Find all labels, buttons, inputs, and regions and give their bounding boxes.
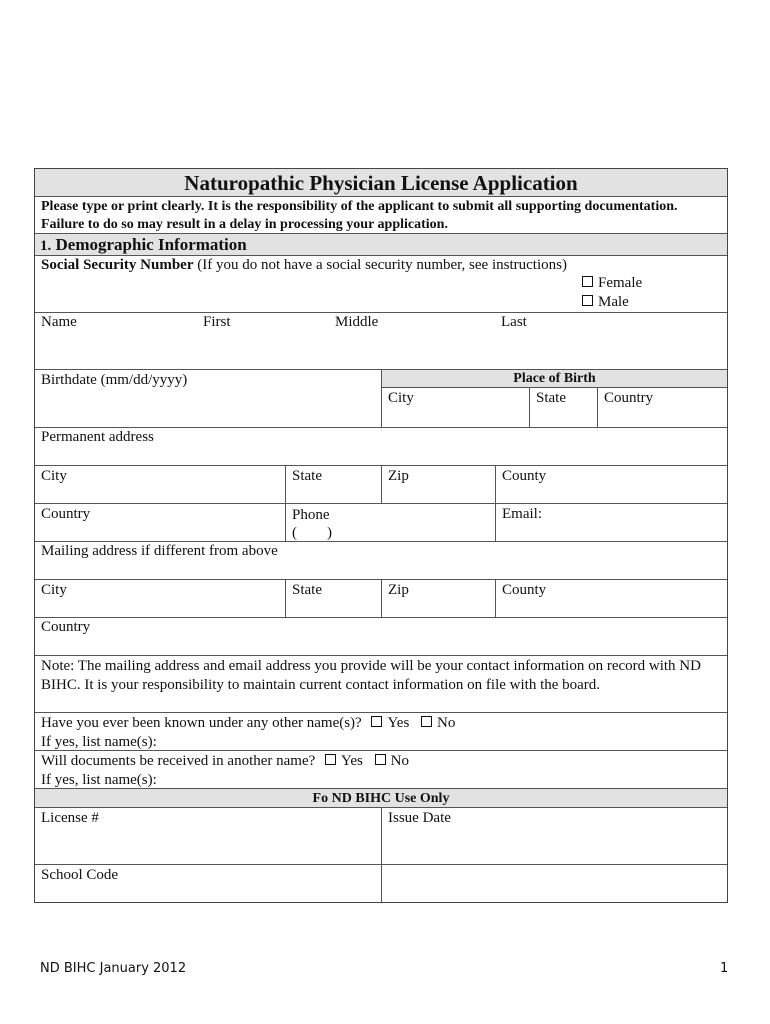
birth-city-label: City — [388, 390, 414, 406]
female-option[interactable] — [582, 275, 642, 292]
documents-yes[interactable] — [325, 753, 363, 769]
state-label-2: State — [292, 582, 322, 598]
other-names-list-label: If yes, list name(s): — [41, 734, 157, 750]
email-field[interactable] — [495, 504, 727, 541]
first-name-label: First — [203, 314, 231, 330]
ssn-label: Social Security Number — [41, 257, 194, 273]
documents-yes-checkbox[interactable] — [325, 754, 336, 765]
city-field-2[interactable] — [35, 580, 285, 617]
birthdate-label: Birthdate (mm/dd/yyyy) — [41, 372, 188, 388]
documents-yes-label: Yes — [341, 753, 363, 769]
school-code-value[interactable] — [381, 865, 727, 902]
other-names-yes-label: Yes — [387, 715, 410, 731]
other-names-yes[interactable] — [371, 715, 409, 731]
ssn-row[interactable] — [35, 256, 727, 313]
other-names-yes-checkbox[interactable] — [371, 716, 382, 727]
state-field-1[interactable] — [285, 466, 381, 503]
email-label: Email: — [502, 506, 542, 522]
male-checkbox[interactable] — [582, 295, 593, 306]
city-label-1: City — [41, 468, 67, 484]
country-field-1[interactable] — [35, 504, 285, 541]
contact-row — [35, 504, 727, 542]
state-label-1: State — [292, 468, 322, 484]
permanent-address-label: Permanent address — [41, 429, 154, 445]
male-label: Male — [598, 294, 629, 310]
permanent-address-field[interactable] — [35, 428, 727, 466]
place-of-birth-header: Place of Birth — [382, 370, 727, 388]
phone-label: Phone — [292, 507, 330, 523]
country-label-1: Country — [41, 506, 91, 522]
documents-list-label: If yes, list name(s): — [41, 772, 157, 788]
issue-date-field[interactable] — [381, 808, 727, 864]
page-number: 1 — [720, 961, 729, 976]
license-number-field[interactable] — [35, 808, 381, 864]
issue-date-label: Issue Date — [388, 810, 451, 826]
mailing-address-field[interactable] — [35, 542, 727, 580]
zip-label-2: Zip — [388, 582, 409, 598]
last-name-label: Last — [501, 314, 527, 330]
zip-field-2[interactable] — [381, 580, 495, 617]
address-row-2 — [35, 580, 727, 618]
phone-field[interactable] — [285, 504, 495, 541]
place-of-birth — [381, 370, 727, 427]
ssn-note: (If you do not have a social security number, see instructions) — [193, 257, 567, 273]
footer-date: ND BIHC January 2012 — [40, 961, 187, 976]
documents-no[interactable] — [375, 753, 409, 769]
county-label-2: County — [502, 582, 547, 598]
school-code-label: School Code — [41, 867, 119, 883]
county-field-1[interactable] — [495, 466, 727, 503]
form-title: Naturopathic Physician License Application — [35, 169, 727, 197]
other-names-no-checkbox[interactable] — [421, 716, 432, 727]
school-code-row — [35, 865, 727, 902]
birth-city-field[interactable] — [382, 388, 529, 427]
office-use-header: Fo ND BIHC Use Only — [35, 789, 727, 808]
country-field-2[interactable] — [35, 618, 727, 656]
address-row-1 — [35, 466, 727, 504]
birth-state-label: State — [536, 390, 566, 406]
application-form — [34, 168, 728, 903]
zip-label-1: Zip — [388, 468, 409, 484]
name-row[interactable] — [35, 313, 727, 370]
section-header — [35, 234, 727, 256]
birth-state-field[interactable] — [529, 388, 597, 427]
birth-row — [35, 370, 727, 428]
female-label: Female — [598, 275, 643, 291]
birthdate-field[interactable] — [35, 370, 381, 427]
female-checkbox[interactable] — [582, 276, 593, 287]
county-field-2[interactable] — [495, 580, 727, 617]
license-row — [35, 808, 727, 865]
documents-no-label: No — [390, 753, 409, 769]
instructions: Please type or print clearly. It is the responsibility of the applicant to submit all supporting documentation. Failure to do so may result in a delay in processing your application. — [35, 197, 727, 234]
mailing-address-label: Mailing address if different from above — [41, 543, 278, 559]
city-label-2: City — [41, 582, 67, 598]
phone-area-code: ( ) — [292, 525, 332, 541]
birth-country-field[interactable] — [597, 388, 727, 427]
other-names-row — [35, 713, 727, 751]
other-names-no[interactable] — [421, 715, 455, 731]
birth-country-label: Country — [604, 390, 654, 406]
other-names-question: Have you ever been known under any other name(s)? — [41, 715, 362, 731]
middle-name-label: Middle — [335, 314, 379, 330]
other-names-no-label: No — [437, 715, 456, 731]
county-label-1: County — [502, 468, 547, 484]
state-field-2[interactable] — [285, 580, 381, 617]
section-title: Demographic Information — [55, 235, 247, 254]
country-label-2: Country — [41, 619, 91, 635]
license-number-label: License # — [41, 810, 99, 826]
zip-field-1[interactable] — [381, 466, 495, 503]
name-label: Name — [41, 314, 77, 330]
section-number: 1. — [40, 238, 52, 254]
city-field-1[interactable] — [35, 466, 285, 503]
documents-no-checkbox[interactable] — [375, 754, 386, 765]
male-option[interactable] — [582, 294, 629, 311]
contact-note: Note: The mailing address and email address you provide will be your contact information on record with ND BIHC. It is your responsibility to maintain current contact information on file with the board. — [35, 656, 727, 713]
documents-question: Will documents be received in another name? — [41, 753, 316, 769]
documents-row — [35, 751, 727, 789]
school-code-field[interactable] — [35, 865, 381, 902]
